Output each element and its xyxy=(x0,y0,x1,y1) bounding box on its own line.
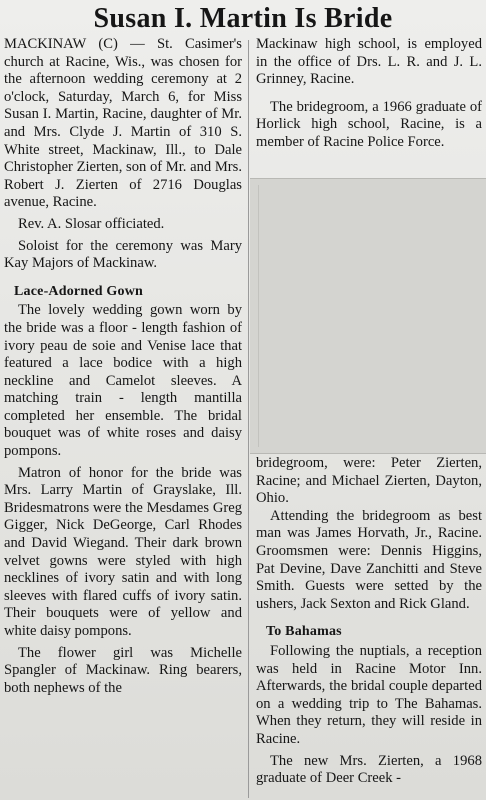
clipping-gap xyxy=(250,178,486,454)
left-column xyxy=(4,36,242,697)
paragraph: Rev. A. Slosar officiated. xyxy=(18,215,165,232)
paragraph: bridegroom, were: Peter Zierten, Racine; and Michael Zierten, Dayton, Ohio. xyxy=(256,455,482,507)
paragraph: Mackinaw high school, is employed in the office of Drs. L. R. and J. L. Grinney, Racine. xyxy=(256,36,482,88)
subheading: To Bahamas xyxy=(266,624,342,640)
paragraph: MACKINAW (C) — St. Casimer's church at Racine, Wis., was chosen for the afternoon wedding ceremony at 2 o'clock, Saturday, March 6, for Miss Susan I. Martin, Racine, daughter of Mr. and Mrs. Clyde J. Martin of 310 S. White street, Mackinaw, Ill., to Dale Christopher Zierten, son of Mr. and Mrs. Robert J. Zierten of 2716 Douglas avenue, Racine. xyxy=(4,36,242,211)
paragraph: The lovely wedding gown worn by the bride was a floor - length fashion of ivory peau de soie and Venise lace that featured a lace bodice with a high neckline and Camelot sleeves. A matching train - length mantilla completed her ensemble. The bridal bouquet was of white roses and daisy pompons. xyxy=(4,302,242,460)
right-column-bottom xyxy=(256,455,482,788)
paragraph: The new Mrs. Zierten, a 1968 graduate of Deer Creek - xyxy=(256,752,482,787)
subheading: Lace-Adorned Gown xyxy=(14,283,144,299)
paragraph: Matron of honor for the bride was Mrs. Larry Martin of Grayslake, Ill. Bridesmatrons were the Mesdames Greg Gigger, Nick DeGeorge, Carl Rhodes and David Wiegand. Their dark brown velvet gowns were styled with high necklines of ivory satin and with long sleeves with flared cuffs of ivory satin. Their bouquets were of yellow and white daisy pompons. xyxy=(4,464,242,639)
clipping-edge xyxy=(258,185,482,447)
paragraph: Soloist for the ceremony was Mary Kay Majors of Mackinaw. xyxy=(4,237,242,272)
headline: Susan I. Martin Is Bride xyxy=(93,3,393,34)
paragraph: Following the nuptials, a reception was held in Racine Motor Inn. Afterwards, the bridal couple departed on a wedding trip to The Bahamas. When they return, they will reside in Racine. xyxy=(256,642,482,747)
paragraph: The bridegroom, a 1966 graduate of Horlick high school, Racine, is a member of Racine Police Force. xyxy=(256,98,482,150)
right-column-top xyxy=(256,36,482,152)
paragraph: The flower girl was Michelle Spangler of Mackinaw. Ring bearers, both nephews of the xyxy=(4,644,242,696)
column-divider xyxy=(248,40,249,798)
paragraph: Attending the bridegroom as best man was James Horvath, Jr., Racine. Groomsmen were: Dennis Higgins, Pat Devine, Dave Zanchitti and Steve Smith. Guests were setted by the ushers, Jack Sexton and Rick Gland. xyxy=(256,507,482,612)
